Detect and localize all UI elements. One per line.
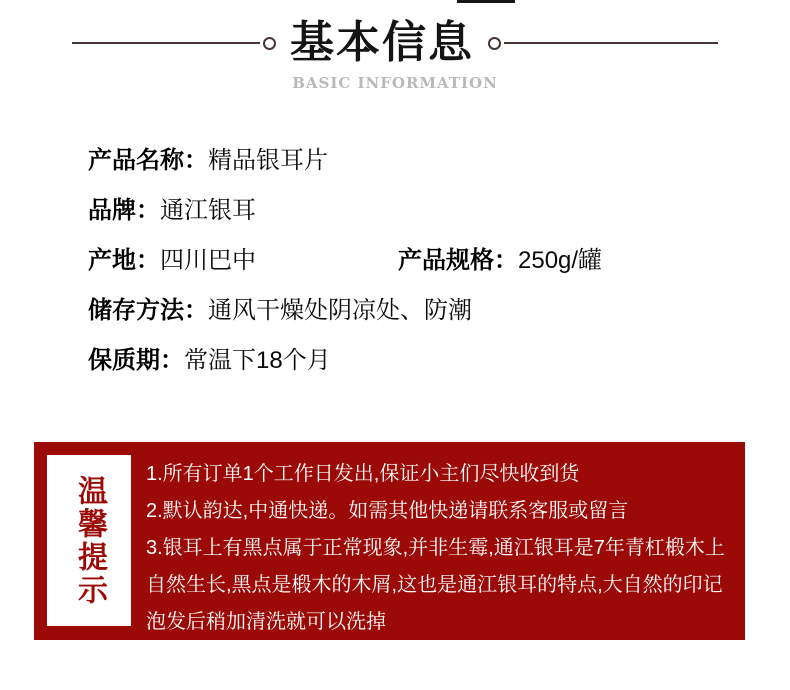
warm-tips-box: [34, 442, 745, 640]
info-row-origin-and-spec: [88, 246, 748, 276]
info-value: 四川巴中: [160, 247, 256, 274]
info-row-product-name: [88, 146, 748, 176]
info-row-brand: [88, 196, 748, 226]
info-label: 产地：: [88, 247, 160, 274]
info-value: 通江银耳: [160, 197, 256, 224]
info-value: 通风干燥处阴凉处、防潮: [208, 297, 472, 324]
product-info-list: [88, 146, 748, 396]
section-title: 基本信息: [290, 17, 474, 68]
warm-tips-title-card: [47, 455, 131, 626]
section-subtitle: BASIC INFORMATION: [292, 74, 498, 92]
info-label: 产品名称：: [88, 147, 208, 174]
ring-ornament-left-icon: [263, 37, 276, 50]
origin-pair: [88, 247, 256, 274]
spec-pair: [398, 246, 602, 276]
info-label: 产品规格：: [398, 247, 518, 274]
info-label: 保质期：: [88, 347, 184, 374]
info-row-storage: [88, 296, 748, 326]
header-line-left: [72, 42, 260, 44]
info-value: 常温下18个月: [184, 347, 331, 374]
info-label: 储存方法：: [88, 297, 208, 324]
warm-tips-list: [146, 456, 738, 641]
tip-item-3: 3.银耳上有黑点属于正常现象,并非生霉,通江银耳是7年青杠椴木上自然生长,黑点是椴木的木屑,这也是通江银耳的特点,大自然的印记泡发后稍加清洗就可以洗掉: [146, 537, 725, 633]
header-line-right: [504, 42, 718, 44]
info-value: 250g/罐: [518, 247, 603, 274]
tip-item-2: 2.默认韵达,中通快递。如需其他快递请联系客服或留言: [146, 500, 629, 522]
warm-tips-title-vertical: 温馨提示: [72, 474, 107, 607]
top-edge-artifact: [457, 0, 515, 3]
section-header: [0, 12, 790, 74]
tip-item-1: 1.所有订单1个工作日发出,保证小主们尽快收到货: [146, 463, 580, 485]
info-row-shelf-life: [88, 346, 748, 376]
info-label: 品牌：: [88, 197, 160, 224]
ring-ornament-right-icon: [488, 37, 501, 50]
info-value: 精品银耳片: [208, 147, 328, 174]
